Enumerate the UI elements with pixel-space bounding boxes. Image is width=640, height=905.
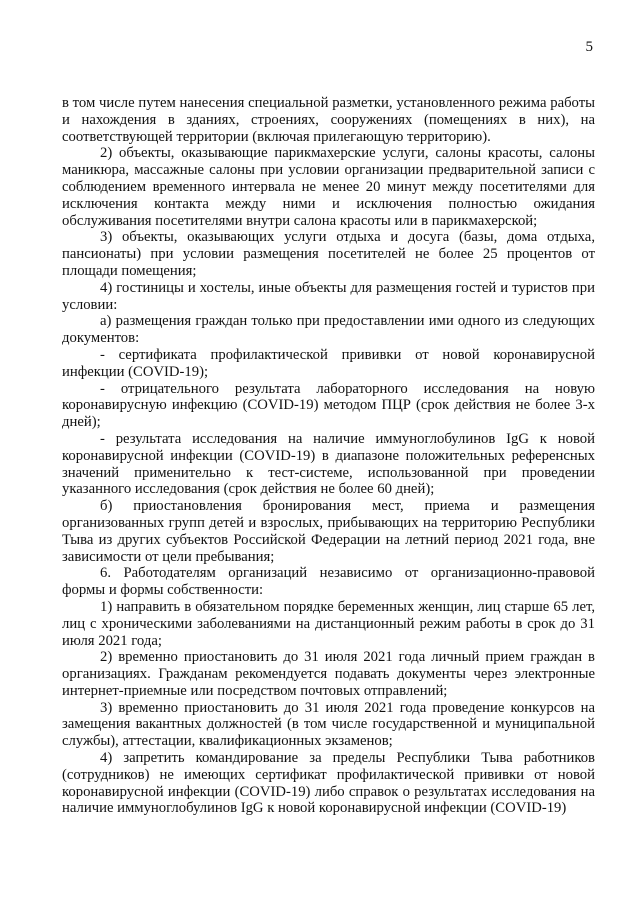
paragraph-item-3-leisure: 3) объекты, оказывающих услуги отдыха и досуга (базы, дома отдыха, пансионаты) при условии размещения посетителей не более 25 процентов от площади помещения; [62,229,595,279]
paragraph-continuation: в том числе путем нанесения специальной разметки, установленного режима работы и нахождения в зданиях, строениях, сооружениях (помещениях в них), на соответствующей территории (включая прилегающую территорию). [62,95,595,145]
paragraph-section-6-employers: 6. Работодателям организаций независимо от организационно-правовой формы и формы собственности: [62,565,595,599]
paragraph-item-4-hotels: 4) гостиницы и хостелы, иные объекты для размещения гостей и туристов при условии: [62,279,595,313]
paragraph-subitem-a: а) размещения граждан только при предоставлении ими одного из следующих документов: [62,313,595,347]
page-number: 5 [585,39,593,55]
paragraph-employer-item-1: 1) направить в обязательном порядке беременных женщин, лиц старше 65 лет, лиц с хроническими заболеваниями на дистанционный режим работы в срок до 31 июля 2021 года; [62,598,595,649]
paragraph-dash-vaccination-certificate: - сертификата профилактической прививки от новой коронавирусной инфекции (COVID-19); [62,346,595,380]
document-body [62,95,595,817]
paragraph-employer-item-3: 3) временно приостановить до 31 июля 2021 года проведение конкурсов на замещения вакантных должностей (в том числе государственной и муниципальной службы), аттестации, квалификационных экзаменов; [62,699,595,750]
paragraph-item-2-hairdressers: 2) объекты, оказывающие парикмахерские услуги, салоны красоты, салоны маникюра, массажные салоны при условии организации предварительной записи с соблюдением временного интервала не менее 20 минут между посетителями для исключения контакта между ними и исключения полностью ожидания обслуживания посетителями внутри салона красоты или в парикмахерской; [62,145,595,229]
paragraph-employer-item-2: 2) временно приостановить до 31 июля 2021 года личный прием граждан в организациях. Гражданам рекомендуется подавать документы через электронные интернет-приемные или посредством почтовых отправлений; [62,649,595,699]
paragraph-subitem-b: б) приостановления бронирования мест, приема и размещения организованных групп детей и взрослых, прибывающих на территорию Республики Тыва из других субъектов Российской Федерации на летний период 2021 года, вне зависимости от цели пребывания; [62,498,595,565]
paragraph-dash-igg-result: - результата исследования на наличие иммуноглобулинов IgG к новой коронавирусной инфекции (COVID-19) в диапазоне положительных референсных значений применительно к тест-системе, использованной при проведении указанного исследования (срок действия не более 60 дней); [62,430,595,498]
paragraph-dash-pcr-result: - отрицательного результата лабораторного исследования на новую коронавирусную инфекцию (COVID-19) методом ПЦР (срок действия не более 3-х дней); [62,380,595,431]
paragraph-employer-item-4: 4) запретить командирование за пределы Республики Тыва работников (сотрудников) не имеющих сертификат профилактической прививки от новой коронавирусной инфекции (COVID-19) либо справок о результатах исследования на наличие иммуноглобулинов IgG к новой коронавирусной инфекции (COVID-19) [62,750,595,817]
